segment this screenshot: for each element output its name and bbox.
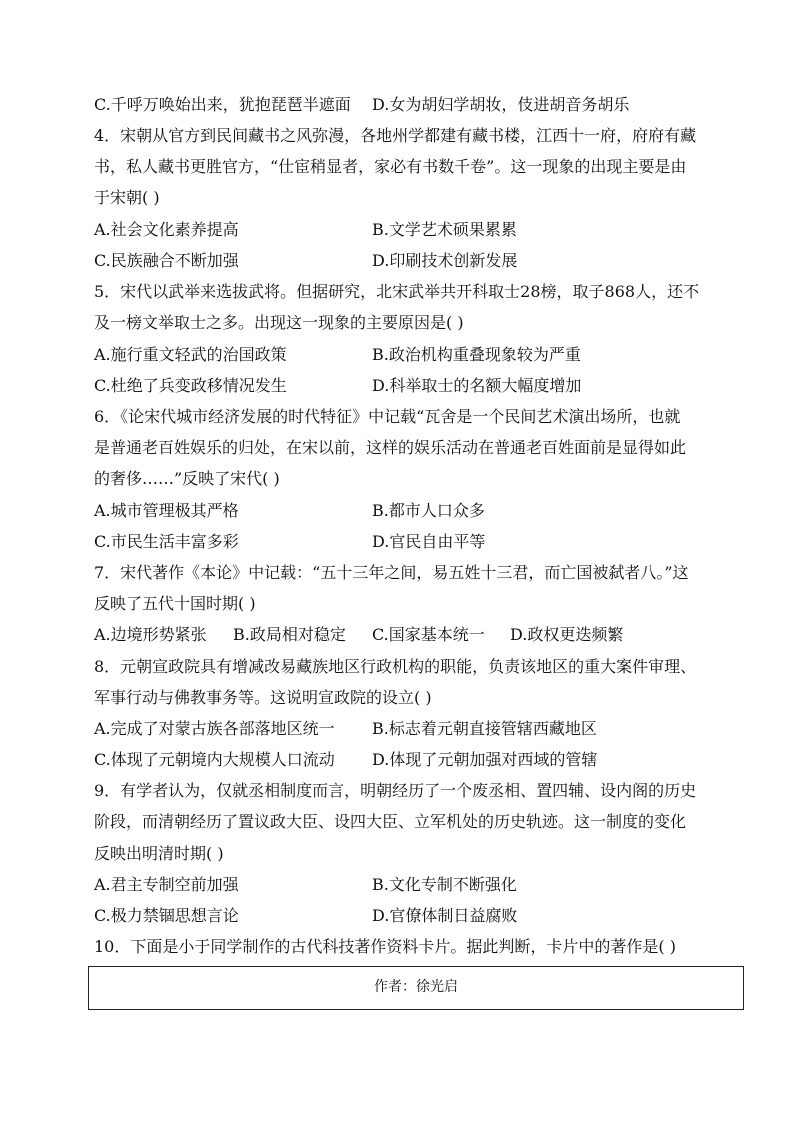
q5-option-b: B.政治机构重叠现象较为严重 — [372, 345, 581, 364]
q5-stem-line-2: 及一榜文举取士之多。出现这一现象的主要原因是( ) — [94, 313, 464, 332]
q6-option-b: B.都市人口众多 — [372, 501, 485, 520]
q7-option-d: D.政权更迭频繁 — [510, 625, 624, 644]
q9-stem-line-2: 阶段，而清朝经历了置议政大臣、设四大臣、立军机处的历史轨迹。这一制度的变化 — [94, 812, 687, 831]
q6-option-a: A.城市管理极其严格 — [94, 501, 239, 520]
q8-option-c: C.体现了元朝境内大规模人口流动 — [94, 750, 335, 769]
q3-option-c: C.千呼万唤始出来，犹抱琵琶半遮面 — [94, 95, 351, 114]
q9-option-d: D.官僚体制日益腐败 — [372, 906, 518, 925]
info-card — [88, 966, 744, 1010]
q7-option-b: B.政局相对稳定 — [233, 625, 346, 644]
q4-option-b: B.文学艺术硕果累累 — [372, 220, 517, 239]
q4-stem-line-2: 书，私人藏书更胜官方，“仕宦稍显者，家必有书数千卷”。这一现象的出现主要是由 — [94, 157, 687, 176]
q8-stem-line-1: 8．元朝宣政院具有增减改易藏族地区行政机构的职能，负责该地区的重大案件审理、 — [94, 657, 697, 676]
q6-option-d: D.官民自由平等 — [372, 532, 486, 551]
q7-option-a: A.边境形势紧张 — [94, 625, 207, 644]
q5-option-c: C.杜绝了兵变政移情况发生 — [94, 376, 287, 395]
card-author: 作者：徐光启 — [374, 979, 458, 995]
q8-option-b: B.标志着元朝直接管辖西藏地区 — [372, 719, 597, 738]
q9-option-c: C.极力禁锢思想言论 — [94, 906, 239, 925]
q6-option-c: C.市民生活丰富多彩 — [94, 532, 239, 551]
q9-stem-line-1: 9．有学者认为，仅就丞相制度而言，明朝经历了一个废丞相、置四辅、设内阁的历史 — [94, 781, 697, 800]
q6-stem-line-1: 6．《论宋代城市经济发展的时代特征》中记载“瓦舍是一个民间艺术演出场所，也就 — [94, 407, 681, 426]
q4-stem-line-3: 于宋朝( ) — [94, 188, 160, 207]
q9-stem-line-3: 反映出明清时期( ) — [94, 844, 224, 863]
q8-stem-line-2: 军事行动与佛教事务等。这说明宣政院的设立( ) — [94, 688, 432, 707]
q4-option-c: C.民族融合不断加强 — [94, 251, 239, 270]
q8-option-a: A.完成了对蒙古族各部落地区统一 — [94, 719, 335, 738]
q4-option-a: A.社会文化素养提高 — [94, 220, 239, 239]
q4-stem-line-1: 4．宋朝从官方到民间藏书之风弥漫，各地州学都建有藏书楼，江西十一府，府府有藏 — [94, 126, 697, 145]
q6-stem-line-2: 是普通老百姓娱乐的归处，在宋以前，这样的娱乐活动在普通老百姓面前是显得如此 — [94, 438, 687, 457]
q9-option-a: A.君主专制空前加强 — [94, 875, 239, 894]
q6-stem-line-3: 的奢侈……”反映了宋代( ) — [94, 469, 280, 488]
q3-option-d: D.女为胡妇学胡妆，伎进胡音务胡乐 — [372, 95, 630, 114]
q5-option-a: A.施行重文轻武的治国政策 — [94, 345, 287, 364]
q5-option-d: D.科举取士的名额大幅度增加 — [372, 376, 582, 395]
q7-stem-line-2: 反映了五代十国时期( ) — [94, 594, 256, 613]
q10-stem-line-1: 10．下面是小于同学制作的古代科技著作资料卡片。据此判断，卡片中的著作是( ) — [94, 937, 676, 956]
q9-option-b: B.文化专制不断强化 — [372, 875, 517, 894]
q7-stem-line-1: 7．宋代著作《本论》中记载：“五十三年之间，易五姓十三君，而亡国被弑者八。”这 — [94, 563, 689, 582]
q7-option-c: C.国家基本统一 — [372, 625, 485, 644]
q4-option-d: D.印刷技术创新发展 — [372, 251, 518, 270]
q8-option-d: D.体现了元朝加强对西域的管辖 — [372, 750, 598, 769]
q5-stem-line-1: 5．宋代以武举来选拔武将。但据研究，北宋武举共开科取士28榜，取子868人，还不 — [94, 282, 700, 301]
